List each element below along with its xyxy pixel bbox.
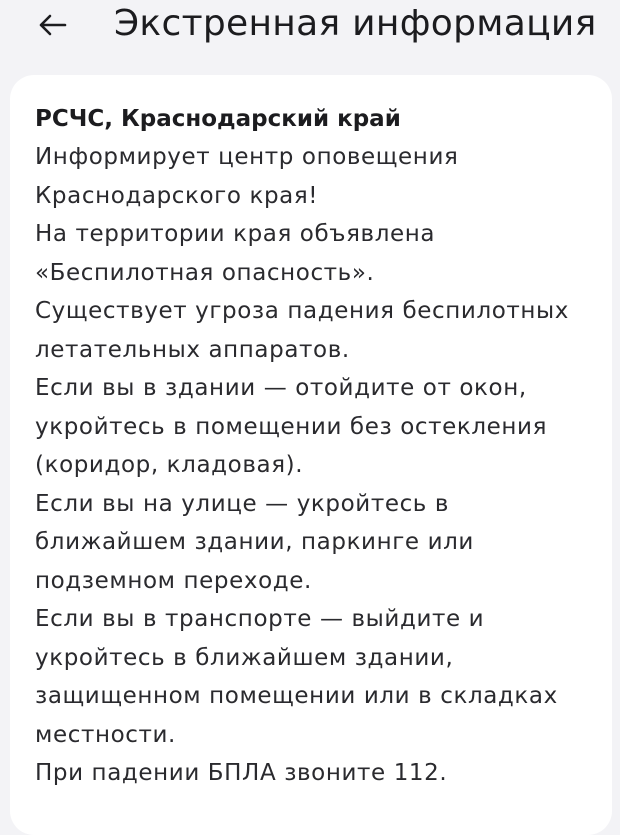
- alert-text-line: подземном переходе.: [35, 567, 312, 594]
- alert-content: [35, 100, 595, 793]
- alert-text-line: защищенном помещении или в складках: [35, 683, 558, 709]
- alert-text-line: укройтесь в помещении без остекления: [35, 413, 548, 440]
- page-title: Экстренная информация: [114, 3, 597, 44]
- alert-text-line: Информирует центр оповещения: [35, 144, 459, 170]
- alert-text-line: местности.: [35, 721, 176, 748]
- alert-text-line: «Беспилотная опасность».: [35, 259, 375, 286]
- alert-text-line: укройтесь в ближайшем здании,: [35, 644, 454, 671]
- arrow-left-icon: [37, 13, 67, 37]
- alert-card: [10, 75, 612, 835]
- alert-text-line: (коридор, кладовая).: [35, 452, 304, 478]
- back-button[interactable]: [22, 2, 82, 48]
- alert-text-line: При падении БПЛА звоните 112.: [35, 760, 448, 786]
- alert-text-line: ближайшем здании, паркинге или: [35, 529, 474, 555]
- alert-text-line: Краснодарского края!: [35, 182, 319, 209]
- alert-text-line: Если вы в транспорте — выйдите и: [35, 606, 485, 632]
- top-bar: [0, 0, 620, 64]
- alert-text-line: Существует угроза падения беспилотных: [35, 298, 570, 324]
- alert-text-line: Если вы в здании — отойдите от окон,: [35, 375, 527, 401]
- alert-text-line: На территории края объявлена: [35, 221, 436, 247]
- alert-sender: РСЧС, Краснодарский край: [35, 106, 401, 132]
- alert-text-line: летательных аппаратов.: [35, 336, 350, 363]
- alert-text-line: Если вы на улице — укройтесь в: [35, 490, 450, 517]
